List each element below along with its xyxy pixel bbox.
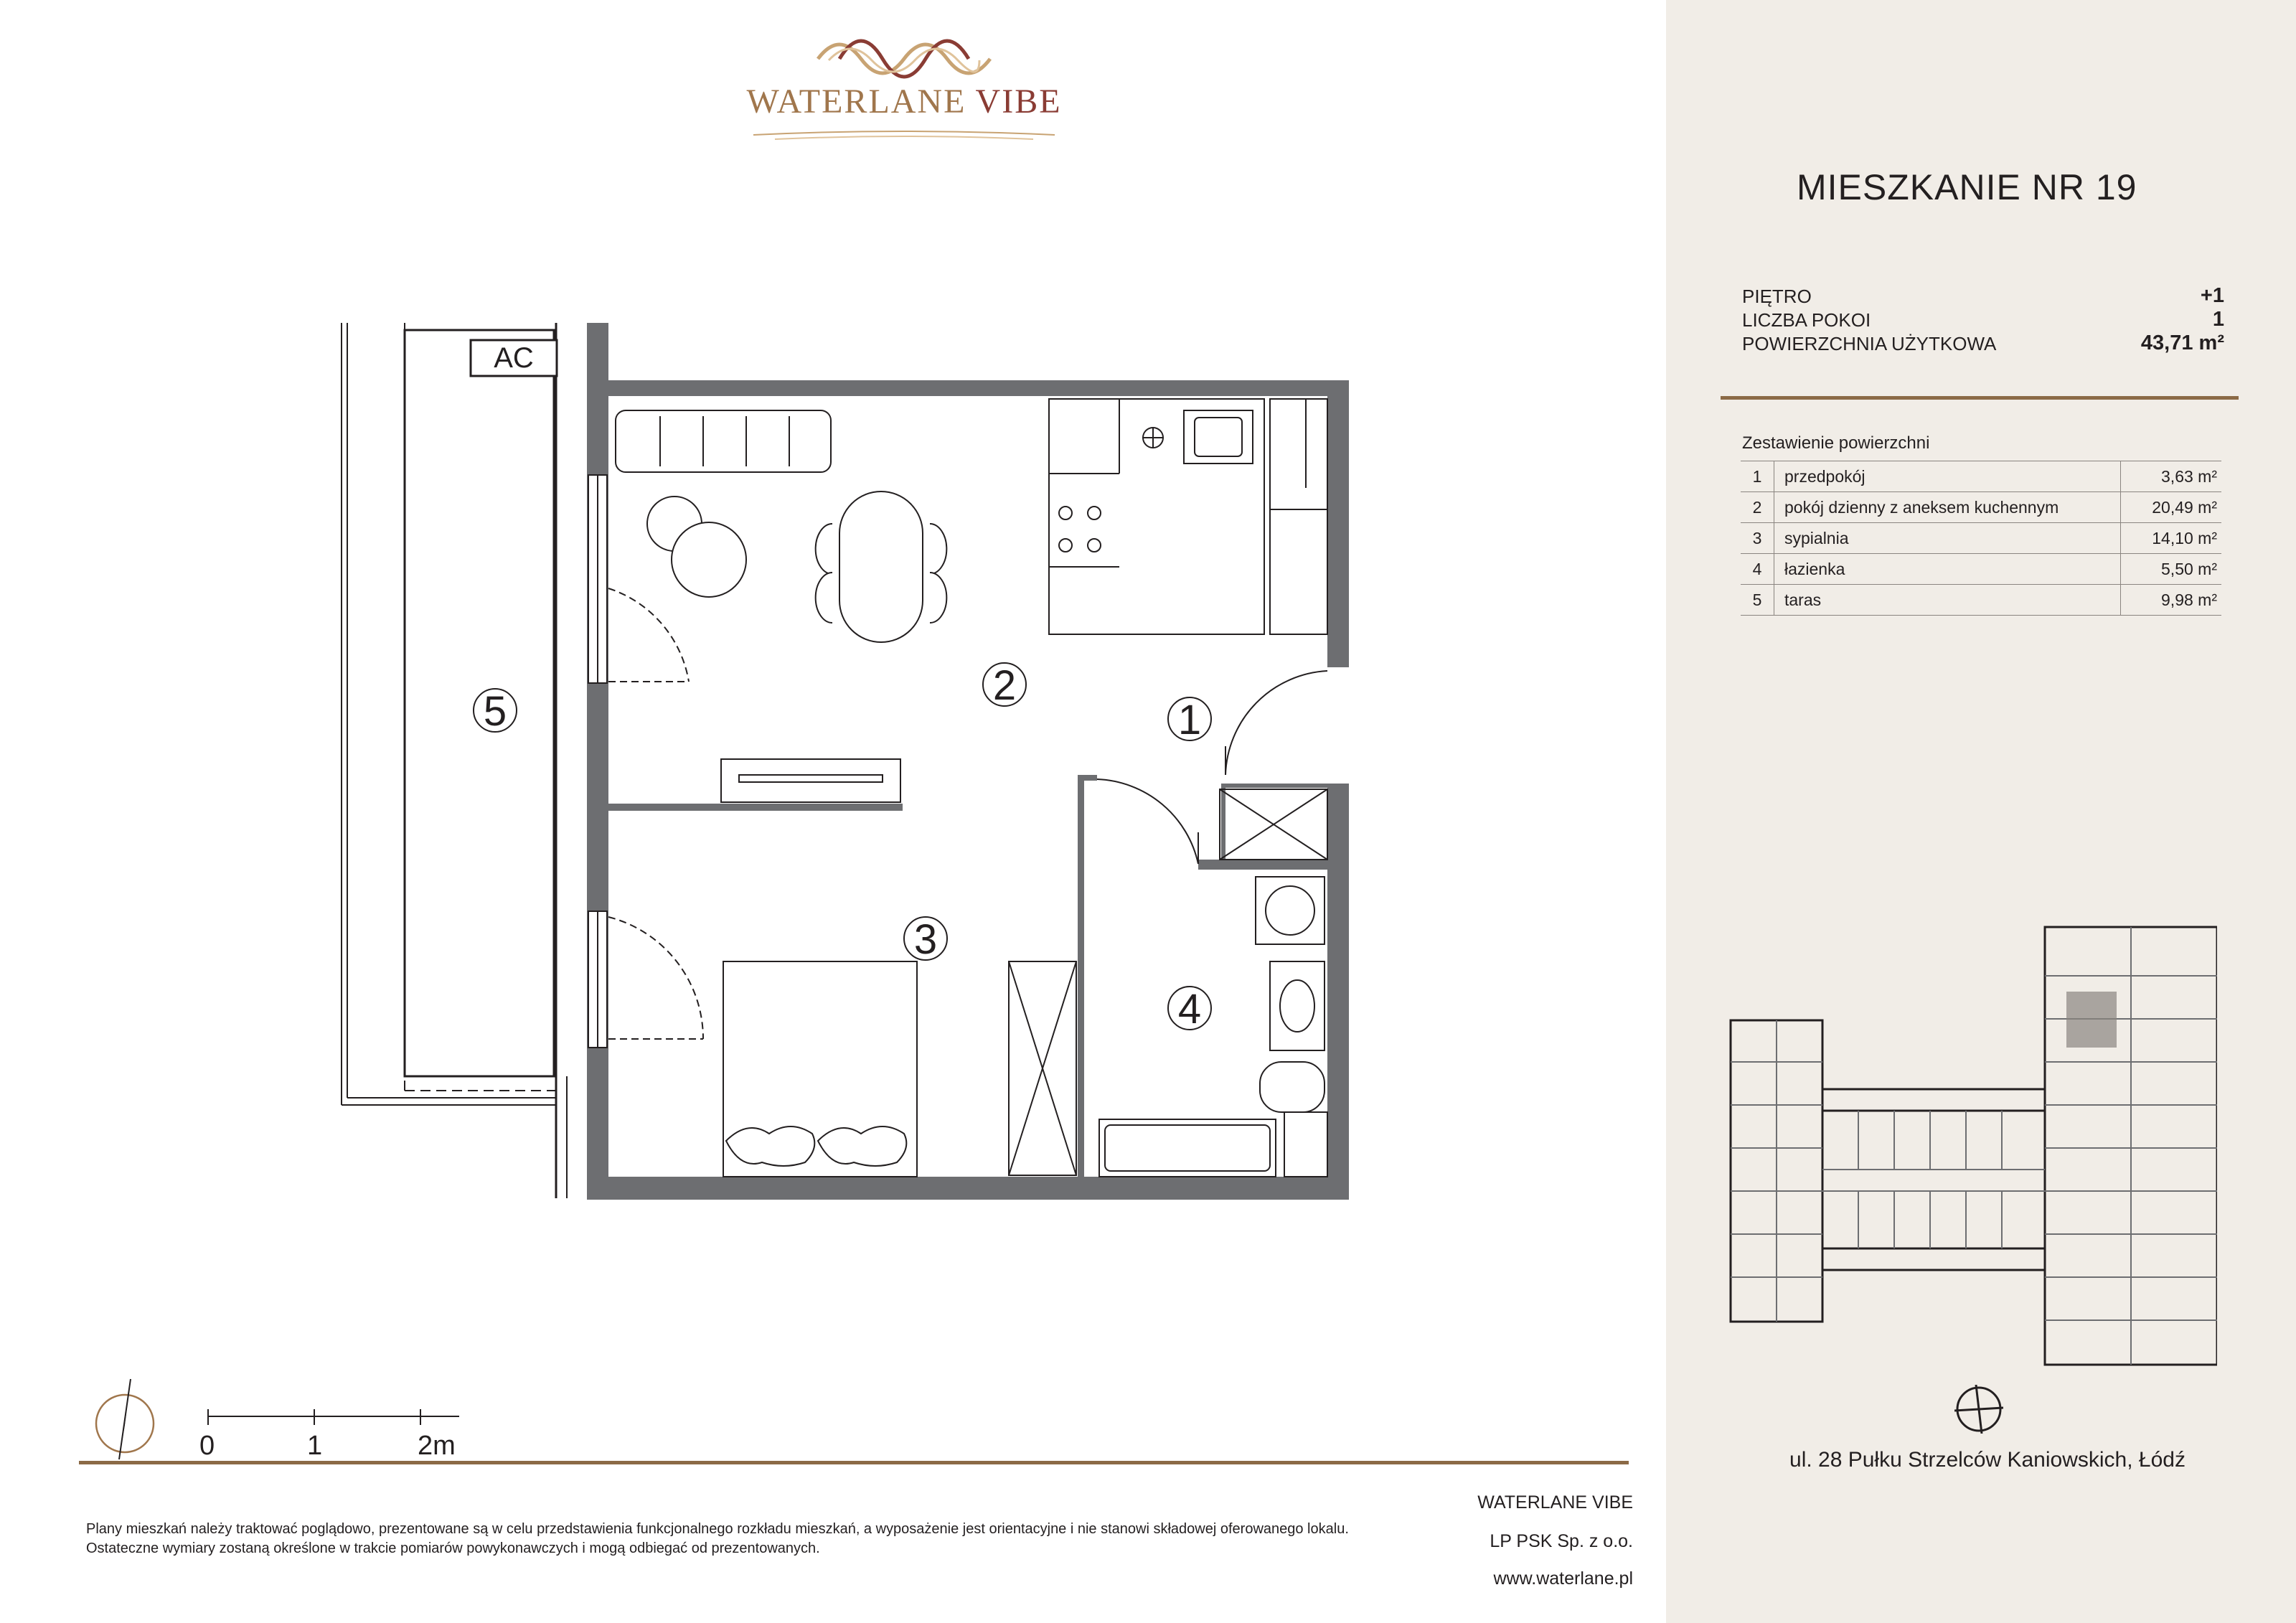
areas-title: Zestawienie powierzchni [1742, 433, 1930, 453]
company-name: WATERLANE VIBE [1477, 1492, 1633, 1513]
table-row: 2 pokój dzienny z aneksem kuchennym 20,49 m² [1741, 492, 2221, 523]
highlighted-apartment [2066, 992, 2117, 1048]
north-arrow-icon [90, 1375, 159, 1464]
table-row: 3 sypialnia 14,10 m² [1741, 523, 2221, 554]
svg-text:2: 2 [992, 662, 1017, 709]
disclaimer-line-2: Ostateczne wymiary zostaną określone w trakcie pomiarów powykonawczych i mogą odbiegać od prezentowanych. [86, 1540, 820, 1556]
disclaimer [86, 1520, 1449, 1558]
table-row: 5 taras 9,98 m² [1741, 585, 2221, 616]
table-row: 1 przedpokój 3,63 m² [1741, 461, 2221, 492]
bed [723, 961, 917, 1177]
exterior-walls [587, 323, 1349, 1200]
stat-rooms: LICZBA POKOI 1 [1742, 308, 2224, 331]
hall-cabinet [1220, 789, 1327, 860]
company-website[interactable]: www.waterlane.pl [1493, 1568, 1633, 1589]
sofa [616, 410, 831, 472]
floor-plan [316, 316, 1378, 1220]
stat-area: POWIERZCHNIA UŻYTKOWA 43,71 m² [1742, 331, 2224, 354]
wave-logo-icon [732, 16, 1076, 80]
apartment-stats [1742, 284, 2224, 355]
bathroom-fixtures [1099, 877, 1327, 1177]
svg-text:3: 3 [913, 916, 938, 963]
svg-text:AC: AC [494, 342, 534, 374]
dining-set [816, 491, 947, 642]
bottom-divider [79, 1461, 1629, 1464]
brand-name: WATERLANE VIBE [746, 83, 1062, 121]
building-key-plan [1729, 926, 2217, 1370]
table-row: 4 łazienka 5,50 m² [1741, 554, 2221, 585]
wardrobe [1009, 961, 1076, 1175]
tv-unit [721, 759, 900, 802]
scale-label-0: 0 [199, 1431, 215, 1461]
building-address: ul. 28 Pułku Strzelców Kaniowskich, Łódź [1789, 1448, 2186, 1472]
coffee-tables [647, 497, 746, 597]
info-panel [1666, 0, 2296, 1623]
apartment-title: MIESZKANIE NR 19 [1797, 167, 2137, 207]
scale-label-2: 2m [418, 1431, 456, 1461]
ac-unit [471, 340, 557, 376]
terrace [342, 323, 567, 1198]
scale-bar [194, 1409, 466, 1459]
brand-logo [732, 16, 1076, 145]
stat-floor: PIĘTRO +1 [1742, 284, 2224, 307]
svg-text:5: 5 [483, 688, 507, 735]
kitchen [1049, 399, 1327, 634]
svg-text:4: 4 [1177, 986, 1202, 1032]
areas-table [1741, 461, 2221, 616]
logo-underline [732, 129, 1076, 144]
company-entity: LP PSK Sp. z o.o. [1490, 1531, 1633, 1551]
panel-divider [1721, 396, 2239, 400]
disclaimer-line-1: Plany mieszkań należy traktować poglądowo, prezentowane są w celu przedstawienia funkcjonalnego rozkładu mieszkań, a wyposażenie jest orientacyjne i nie stanowi składowej oferowanego lokalu. [86, 1521, 1349, 1537]
scale-label-1: 1 [307, 1431, 323, 1461]
compass-icon [1954, 1385, 2003, 1434]
svg-text:1: 1 [1177, 697, 1202, 743]
